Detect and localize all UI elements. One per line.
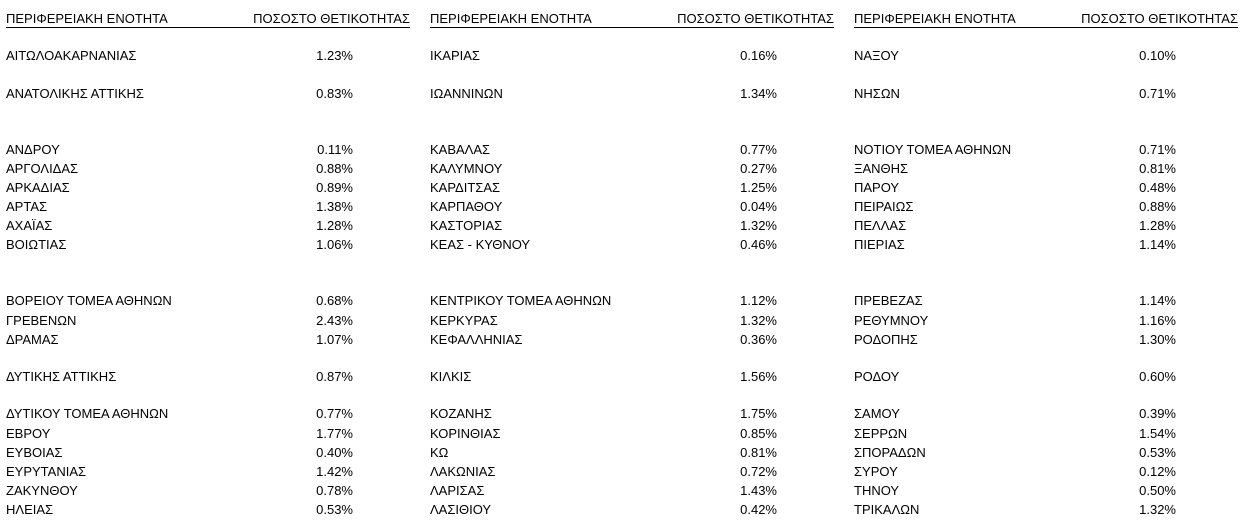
positivity-rate: 0.81% <box>740 445 777 460</box>
positivity-rate: 1.14% <box>1139 237 1176 252</box>
region-header: ΠΕΡΙΦΕΡΕΙΑΚΗ ΕΝΟΤΗΤΑ <box>6 10 246 28</box>
positivity-rate: 1.77% <box>316 426 353 441</box>
positivity-rate: 2.43% <box>316 313 353 328</box>
region-name: ΚΑΛΥΜΝΟΥ <box>430 161 503 176</box>
region-name: ΣΑΜΟΥ <box>854 406 900 421</box>
region-name: ΚΩ <box>430 445 449 460</box>
positivity-rate: 0.89% <box>316 180 353 195</box>
positivity-rate: 0.53% <box>316 502 353 517</box>
region-name: ΑΝΔΡΟΥ <box>6 142 60 157</box>
positivity-rate: 1.25% <box>740 180 777 195</box>
positivity-header: ΠΟΣΟΣΤΟ ΘΕΤΙΚΟΤΗΤΑΣ <box>670 10 834 28</box>
positivity-header: ΠΟΣΟΣΤΟ ΘΕΤΙΚΟΤΗΤΑΣ <box>246 10 410 28</box>
region-name: ΙΩΑΝΝΙΝΩΝ <box>430 86 503 101</box>
positivity-rate: 0.16% <box>740 48 777 63</box>
region-name: ΚΟΖΑΝΗΣ <box>430 406 492 421</box>
region-name: ΓΡΕΒΕΝΩΝ <box>6 313 77 328</box>
region-name: ΑΡΓΟΛΙΔΑΣ <box>6 161 79 176</box>
positivity-rate: 0.88% <box>316 161 353 176</box>
table-column-group-3 <box>848 0 1255 523</box>
region-name: ΑΡΤΑΣ <box>6 199 48 214</box>
positivity-rate: 0.85% <box>740 426 777 441</box>
region-name: ΚΕΡΚΥΡΑΣ <box>430 313 498 328</box>
positivity-rate: 1.32% <box>1139 502 1176 517</box>
region-name: ΤΡΙΚΑΛΩΝ <box>854 502 920 517</box>
region-name: ΕΒΡΟΥ <box>6 426 51 441</box>
region-name: ΗΛΕΙΑΣ <box>6 502 54 517</box>
region-name: ΔΥΤΙΚΗΣ ΑΤΤΙΚΗΣ <box>6 369 117 384</box>
positivity-rate: 1.16% <box>1139 313 1176 328</box>
positivity-rate: 1.43% <box>740 483 777 498</box>
positivity-rate: 0.72% <box>740 464 777 479</box>
region-name: ΑΝΑΤΟΛΙΚΗΣ ΑΤΤΙΚΗΣ <box>6 86 144 101</box>
region-name: ΡΟΔΟΠΗΣ <box>854 332 918 347</box>
region-name: ΒΟΙΩΤΙΑΣ <box>6 237 67 252</box>
table-column-group-1 <box>0 0 424 523</box>
region-name: ΚΑΡΠΑΘΟΥ <box>430 199 503 214</box>
region-name: ΚΕΝΤΡΙΚΟΥ ΤΟΜΕΑ ΑΘΗΝΩΝ <box>430 293 612 308</box>
region-name: ΑΙΤΩΛΟΑΚΑΡΝΑΝΙΑΣ <box>6 48 137 63</box>
positivity-rate: 0.50% <box>1139 483 1176 498</box>
region-name: ΞΑΝΘΗΣ <box>854 161 909 176</box>
region-name: ΒΟΡΕΙΟΥ ΤΟΜΕΑ ΑΘΗΝΩΝ <box>6 293 172 308</box>
region-name: ΛΑΣΙΘΙΟΥ <box>430 502 492 517</box>
region-name: ΝΟΤΙΟΥ ΤΟΜΕΑ ΑΘΗΝΩΝ <box>854 142 1012 157</box>
positivity-header: ΠΟΣΟΣΤΟ ΘΕΤΙΚΟΤΗΤΑΣ <box>1074 10 1238 28</box>
positivity-rate: 0.88% <box>1139 199 1176 214</box>
positivity-rate: 1.32% <box>740 218 777 233</box>
region-name: ΝΗΣΩΝ <box>854 86 900 101</box>
region-name: ΣΠΟΡΑΔΩΝ <box>854 445 926 460</box>
positivity-rate: 0.10% <box>1139 48 1176 63</box>
region-name: ΡΟΔΟΥ <box>854 369 900 384</box>
positivity-rate: 1.38% <box>316 199 353 214</box>
region-name: ΑΧΑΪΑΣ <box>6 218 53 233</box>
positivity-rate: 0.87% <box>316 369 353 384</box>
positivity-rate: 1.28% <box>1139 218 1176 233</box>
region-name: ΚΑΣΤΟΡΙΑΣ <box>430 218 503 233</box>
region-header: ΠΕΡΙΦΕΡΕΙΑΚΗ ΕΝΟΤΗΤΑ <box>854 10 1094 28</box>
positivity-rate: 0.40% <box>316 445 353 460</box>
positivity-rate: 0.71% <box>1139 86 1176 101</box>
positivity-rate: 0.39% <box>1139 406 1176 421</box>
region-name: ΛΑΡΙΣΑΣ <box>430 483 485 498</box>
region-name: ΕΥΒΟΙΑΣ <box>6 445 63 460</box>
region-name: ΚΕΑΣ - ΚΥΘΝΟΥ <box>430 237 531 252</box>
region-name: ΣΥΡΟΥ <box>854 464 898 479</box>
positivity-rate: 0.78% <box>316 483 353 498</box>
positivity-rate: 0.36% <box>740 332 777 347</box>
region-name: ΔΥΤΙΚΟΥ ΤΟΜΕΑ ΑΘΗΝΩΝ <box>6 406 169 421</box>
region-header: ΠΕΡΙΦΕΡΕΙΑΚΗ ΕΝΟΤΗΤΑ <box>430 10 670 28</box>
positivity-rate: 1.14% <box>1139 293 1176 308</box>
positivity-rate: 0.68% <box>316 293 353 308</box>
positivity-rate: 1.32% <box>740 313 777 328</box>
region-name: ΛΑΚΩΝΙΑΣ <box>430 464 496 479</box>
region-name: ΖΑΚΥΝΘΟΥ <box>6 483 78 498</box>
region-name: ΚΕΦΑΛΛΗΝΙΑΣ <box>430 332 523 347</box>
positivity-rate: 1.42% <box>316 464 353 479</box>
positivity-rate: 0.46% <box>740 237 777 252</box>
positivity-rate: 0.53% <box>1139 445 1176 460</box>
region-name: ΝΑΞΟΥ <box>854 48 899 63</box>
region-name: ΠΡΕΒΕΖΑΣ <box>854 293 923 308</box>
region-name: ΚΟΡΙΝΘΙΑΣ <box>430 426 501 441</box>
region-name: ΠΕΙΡΑΙΩΣ <box>854 199 914 214</box>
region-name: ΚΑΡΔΙΤΣΑΣ <box>430 180 501 195</box>
positivity-rate: 0.42% <box>740 502 777 517</box>
positivity-rate: 1.56% <box>740 369 777 384</box>
region-name: ΡΕΘΥΜΝΟΥ <box>854 313 929 328</box>
positivity-rate: 0.71% <box>1139 142 1176 157</box>
positivity-rate: 0.27% <box>740 161 777 176</box>
positivity-rate: 0.60% <box>1139 369 1176 384</box>
positivity-rate: 0.77% <box>740 142 777 157</box>
region-name: ΑΡΚΑΔΙΑΣ <box>6 180 70 195</box>
region-name: ΠΙΕΡΙΑΣ <box>854 237 905 252</box>
positivity-rate: 1.34% <box>740 86 777 101</box>
region-name: ΙΚΑΡΙΑΣ <box>430 48 480 63</box>
region-name: ΔΡΑΜΑΣ <box>6 332 59 347</box>
region-name: ΠΕΛΛΑΣ <box>854 218 907 233</box>
positivity-rate: 0.48% <box>1139 180 1176 195</box>
table-column-group-2 <box>424 0 848 523</box>
positivity-rate: 1.12% <box>740 293 777 308</box>
positivity-rate: 0.81% <box>1139 161 1176 176</box>
positivity-rate: 1.28% <box>316 218 353 233</box>
region-name: ΚΙΛΚΙΣ <box>430 369 472 384</box>
region-name: ΤΗΝΟΥ <box>854 483 900 498</box>
positivity-rate: 1.54% <box>1139 426 1176 441</box>
positivity-rate: 0.04% <box>740 199 777 214</box>
positivity-rate: 0.12% <box>1139 464 1176 479</box>
positivity-rate: 0.11% <box>317 142 353 157</box>
positivity-rate: 1.07% <box>316 332 353 347</box>
positivity-rate: 1.06% <box>316 237 353 252</box>
region-name: ΣΕΡΡΩΝ <box>854 426 908 441</box>
region-name: ΚΑΒΑΛΑΣ <box>430 142 491 157</box>
positivity-rate: 0.83% <box>316 86 353 101</box>
positivity-rate: 1.75% <box>740 406 777 421</box>
positivity-rate: 1.30% <box>1139 332 1176 347</box>
region-name: ΕΥΡΥΤΑΝΙΑΣ <box>6 464 87 479</box>
positivity-rate: 0.77% <box>316 406 353 421</box>
positivity-rate: 1.23% <box>316 48 353 63</box>
region-name: ΠΑΡΟΥ <box>854 180 900 195</box>
